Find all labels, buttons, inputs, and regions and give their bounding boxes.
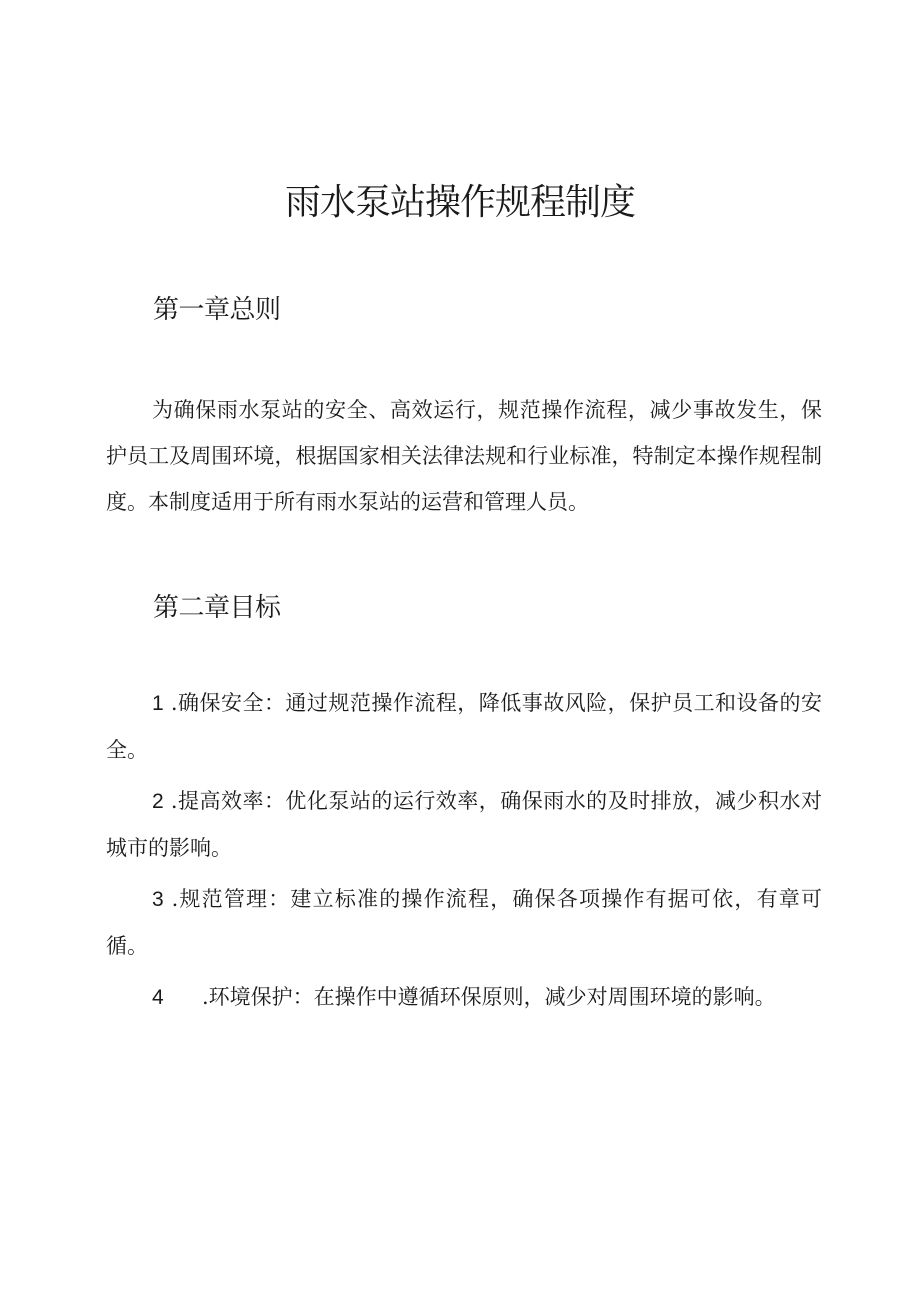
list-item-text: .环境保护：在操作中遵循环保原则，减少对周围环境的影响。 — [202, 985, 776, 1009]
chapter-2-heading: 第二章目标 — [153, 593, 281, 623]
list-item-number: 1 — [152, 692, 164, 715]
list-item-number: 2 — [152, 790, 164, 813]
document-title: 雨水泵站操作规程制度 — [284, 182, 635, 223]
list-item-text: .确保安全：通过规范操作流程，降低事故风险，保护员工和设备的安全。 — [106, 691, 822, 762]
list-item-number: 3 — [152, 888, 164, 911]
list-item — [106, 974, 822, 1021]
chapter-1-heading: 第一章总则 — [153, 295, 281, 325]
list-item-text: .规范管理：建立标准的操作流程，确保各项操作有据可依，有章可循。 — [106, 887, 822, 958]
list-item-text: .提高效率：优化泵站的运行效率，确保雨水的及时排放，减少积水对城市的影响。 — [106, 789, 822, 860]
list-item — [106, 680, 822, 773]
list-item — [106, 876, 822, 969]
list-item — [106, 778, 822, 871]
list-item-number: 4 — [152, 986, 164, 1009]
chapter-1-paragraph: 为确保雨水泵站的安全、高效运行，规范操作流程，减少事故发生，保护员工及周围环境，根据国家相关法律法规和行业标准，特制定本操作规程制度。本制度适用于所有雨水泵站的运营和管理人员。 — [106, 398, 822, 514]
